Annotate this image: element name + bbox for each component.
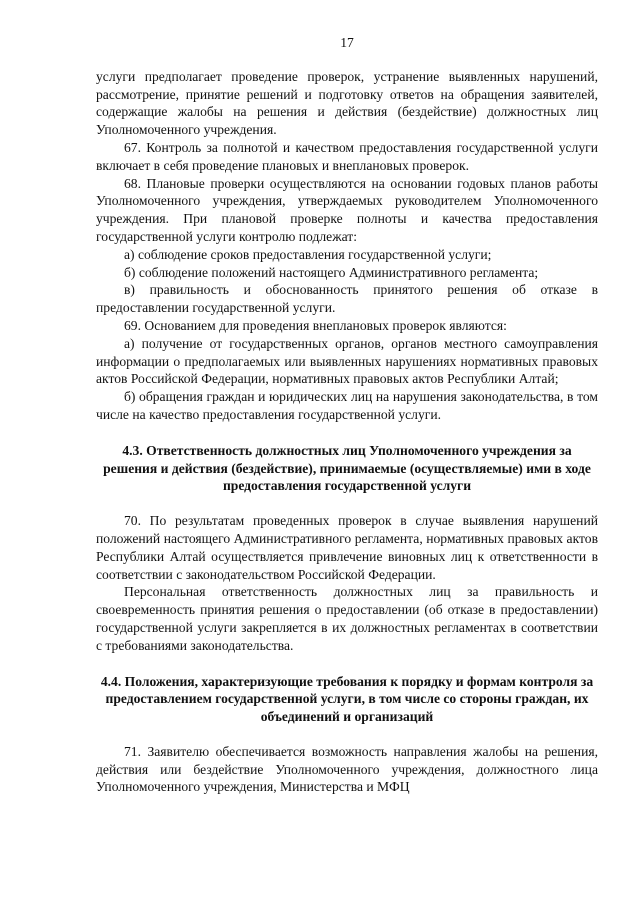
- paragraph-67: 67. Контроль за полнотой и качеством предоставления государственной услуги включает в себя проведение плановых и внеплановых проверок.: [96, 139, 598, 173]
- document-page: [96, 34, 598, 796]
- paragraph-continuation: услуги предполагает проведение проверок, устранение выявленных нарушений, рассмотрение, принятие решений и подготовку ответов на обращения заявителей, содержащие жалобы на решения и действия (бездействие) должностных лиц Уполномоченного учреждения.: [96, 68, 598, 138]
- section-heading-4-4: 4.4. Положения, характеризующие требования к порядку и формам контроля за предоставлением государственной услуги, в том числе со стороны граждан, их объединений и организаций: [100, 673, 594, 725]
- paragraph-69: 69. Основанием для проведения внеплановых проверок являются:: [124, 317, 507, 333]
- page-number: 17: [340, 35, 354, 50]
- list-item-v: в) правильность и обоснованность принятого решения об отказе в предоставлении государственной услуги.: [96, 282, 598, 316]
- paragraph-71: 71. Заявителю обеспечивается возможность направления жалобы на решения, действия или бездействие Уполномоченного учреждения, должностного лица Уполномоченного учреждения, Министерства и МФЦ: [96, 743, 598, 795]
- list-item-b: б) соблюдение положений настоящего Административного регламента;: [124, 264, 539, 280]
- paragraph-responsibility: Персональная ответственность должностных лиц за правильность и своевременность принятия решения о предоставлении (об отказе в предоставлении) государственной услуги закрепляется в их должностных регламентах в соответствии с требованиями законодательства.: [96, 584, 598, 653]
- list-item-b-69: б) обращения граждан и юридических лиц на нарушения законодательства, в том числе на качество предоставления государственной услуги.: [96, 389, 598, 422]
- paragraph-68: 68. Плановые проверки осуществляются на основании годовых планов работы Уполномоченного учреждения, утверждаемых руководителем Уполномоченного учреждения. При плановой проверке полноты и качества предоставления государственной услуги контролю подлежат:: [96, 175, 598, 244]
- list-item-a: а) соблюдение сроков предоставления государственной услуги;: [124, 246, 492, 262]
- section-heading-4-3: 4.3. Ответственность должностных лиц Уполномоченного учреждения за решения и действия (бездействие), принимаемые (осуществляемые) ими в ходе предоставления государственной услуги: [103, 442, 591, 494]
- paragraph-70: 70. По результатам проведенных проверок в случае выявления нарушений положений настоящего Административного регламента, нормативных правовых актов Республики Алтай осуществляется привлечение виновных лиц к ответственности в соответствии с законодательством Российской Федерации.: [96, 513, 598, 582]
- list-item-a-69: а) получение от государственных органов, органов местного самоуправления информации о предполагаемых или выявленных нарушениях нормативных правовых актов Российской Федерации, нормативных правовых актов Республики Алтай;: [96, 335, 598, 387]
